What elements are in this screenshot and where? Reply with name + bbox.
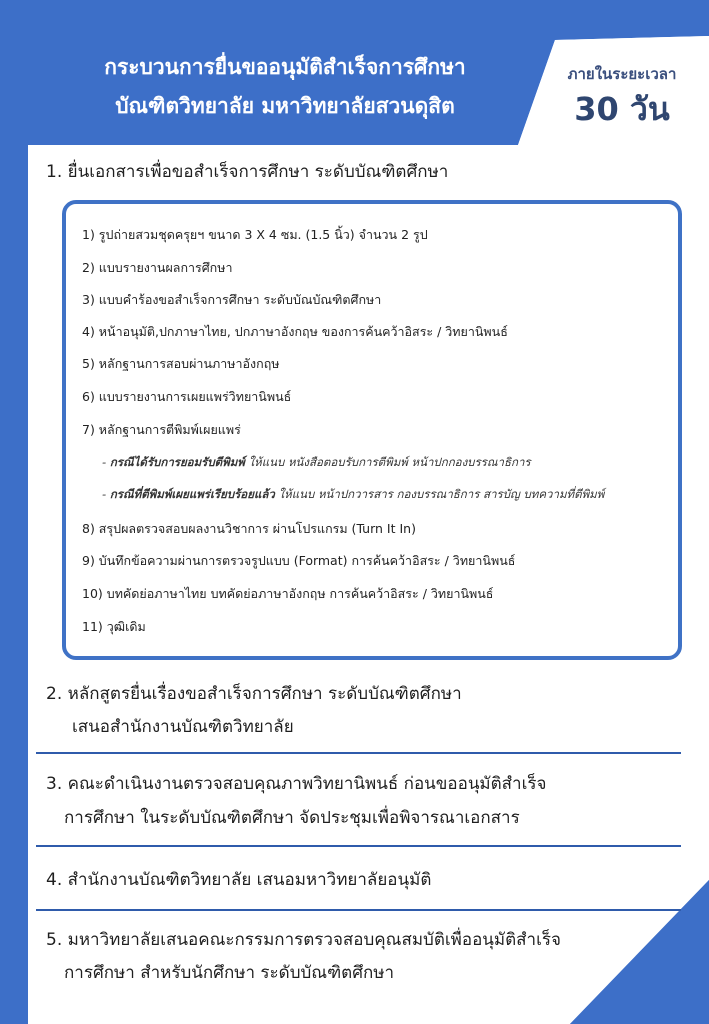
subitem-emphasis: กรณีที่ตีพิมพ์เผยแพร่เรียบร้อยแล้ว [109, 487, 275, 501]
step-2-subtitle: เสนอสำนักงานบัณฑิตวิทยาลัย [72, 717, 294, 737]
document-checklist [62, 200, 682, 660]
subitem-text: ให้แนบ หนังสือตอบรับการตีพิมพ์ หน้าปกกองบรรณาธิการ [244, 455, 531, 469]
step-1-title: 1. ยื่นเอกสารเพื่อขอสำเร็จการศึกษา ระดับบัณฑิตศึกษา [46, 162, 449, 182]
step-3-title: 3. คณะดำเนินงานตรวจสอบคุณภาพวิทยานิพนธ์ ก่อนขออนุมัติสำเร็จ [46, 774, 547, 794]
divider [36, 909, 681, 911]
document-subitem [102, 488, 604, 502]
subitem-prefix: - [102, 455, 110, 469]
step-5-title: 5. มหาวิทยาลัยเสนอคณะกรรมการตรวจสอบคุณสมบัติเพื่ออนุมัติสำเร็จ [46, 930, 561, 950]
duration-label: ภายในระยะเวลา [567, 65, 677, 83]
divider [36, 752, 681, 754]
document-item: 1) รูปถ่ายสวมชุดครุยฯ ขนาด 3 X 4 ซม. (1.5 นิ้ว) จำนวน 2 รูป [82, 227, 428, 242]
document-item: 6) แบบรายงานการเผยแพร่วิทยานิพนธ์ [82, 389, 292, 404]
step-2-title: 2. หลักสูตรยื่นเรื่องขอสำเร็จการศึกษา ระดับบัณฑิตศึกษา [46, 684, 462, 704]
subitem-emphasis: กรณีได้รับการยอมรับตีพิมพ์ [109, 455, 245, 469]
document-item: 10) บทคัดย่อภาษาไทย บทคัดย่อภาษาอังกฤษ การค้นคว้าอิสระ / วิทยานิพนธ์ [82, 586, 494, 601]
step-4-title: 4. สำนักงานบัณฑิตวิทยาลัย เสนอมหาวิทยาลัยอนุมัติ [46, 870, 432, 890]
document-item: 5) หลักฐานการสอบผ่านภาษาอังกฤษ [82, 356, 280, 371]
document-item: 2) แบบรายงานผลการศึกษา [82, 260, 233, 275]
document-item: 7) หลักฐานการตีพิมพ์เผยแพร่ [82, 422, 241, 437]
duration-value: 30 วัน [574, 90, 670, 128]
subitem-text: ให้แนบ หน้าปกวารสาร กองบรรณาธิการ สารบัญ บทความที่ตีพิมพ์ [274, 487, 605, 501]
page-title-line1: กระบวนการยื่นขออนุมัติสำเร็จการศึกษา [104, 55, 466, 79]
page-title-line2: บัณฑิตวิทยาลัย มหาวิทยาลัยสวนดุสิต [115, 94, 455, 118]
document-subitem [102, 456, 531, 470]
divider [36, 845, 681, 847]
subitem-prefix: - [102, 487, 110, 501]
step-5-subtitle: การศึกษา สำหรับนักศึกษา ระดับบัณฑิตศึกษา [64, 963, 395, 983]
document-item: 9) บันทึกข้อความผ่านการตรวจรูปแบบ (Format) การค้นคว้าอิสระ / วิทยานิพนธ์ [82, 553, 516, 568]
document-item: 8) สรุปผลตรวจสอบผลงานวิชาการ ผ่านโปรแกรม (Turn It In) [82, 521, 416, 536]
step-3-subtitle: การศึกษา ในระดับบัณฑิตศึกษา จัดประชุมเพื่อพิจารณาเอกสาร [64, 808, 520, 828]
document-item: 3) แบบคำร้องขอสำเร็จการศึกษา ระดับบัณบัณฑิตศึกษา [82, 292, 382, 307]
document-item: 4) หน้าอนุมัติ,ปกภาษาไทย, ปกภาษาอังกฤษ ของการค้นคว้าอิสระ / วิทยานิพนธ์ [82, 324, 508, 339]
document-item: 11) วุฒิเดิม [82, 619, 146, 634]
